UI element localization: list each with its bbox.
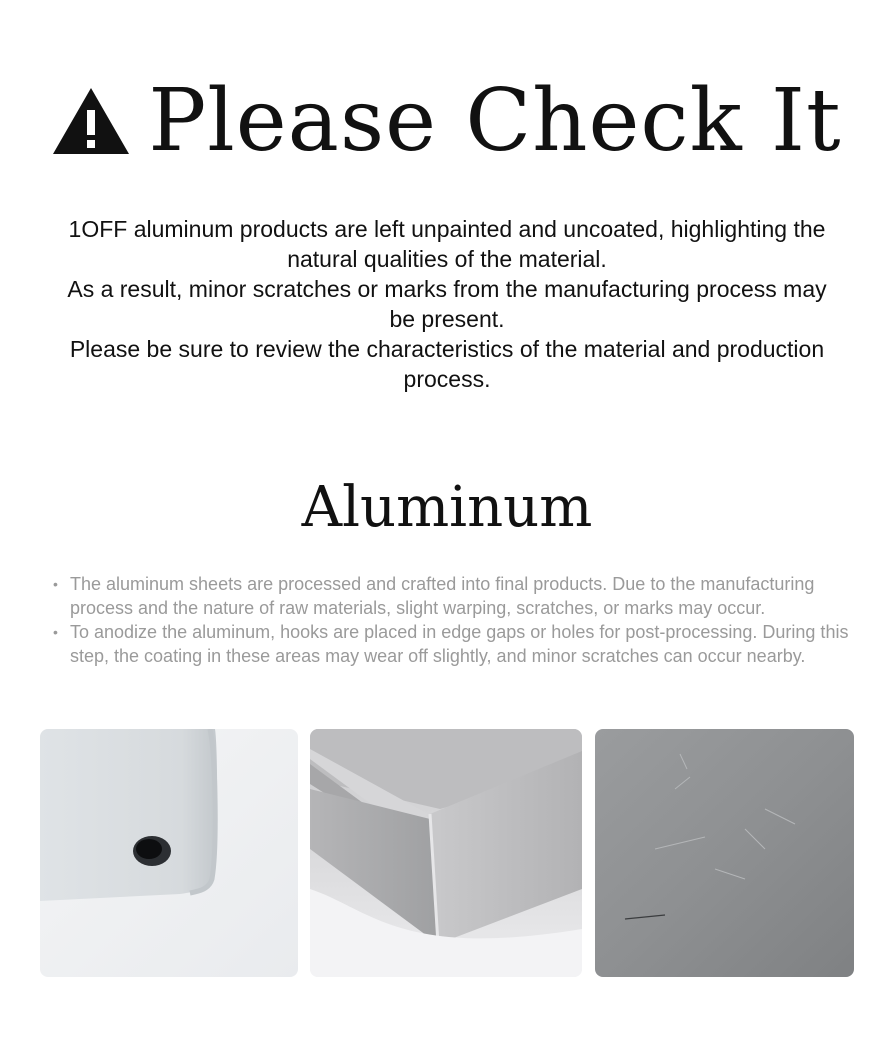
photo-row [40, 729, 854, 977]
hero-header [0, 71, 894, 171]
aluminum-notes-list [46, 572, 860, 668]
title-row [0, 71, 894, 171]
aluminum-surface-scratches-photo [595, 729, 854, 977]
list-item: • The aluminum sheets are processed and crafted into final products. Due to the manufacturing process and the nature of raw materials, slight warping, scratches, or marks may occur. [46, 572, 860, 620]
intro-line: As a result, minor scratches or marks from the manufacturing process may be present. [67, 276, 827, 332]
section-title: Aluminum [301, 475, 593, 540]
aluminum-edge-hole-photo [40, 729, 298, 977]
intro-line: Please be sure to review the characteristics of the material and production process. [69, 336, 825, 392]
list-item: • To anodize the aluminum, hooks are placed in edge gaps or holes for post-processing. During this step, the coating in these areas may wear off slightly, and minor scratches can occur nearby. [46, 620, 860, 668]
aluminum-tray-corner-photo [310, 729, 582, 977]
intro-text [60, 214, 834, 394]
warning-triangle-icon [52, 86, 130, 156]
intro-line: 1OFF aluminum products are left unpainted and uncoated, highlighting the natural qualities of the material. [68, 216, 826, 272]
page-title: Please Check It [148, 71, 842, 171]
